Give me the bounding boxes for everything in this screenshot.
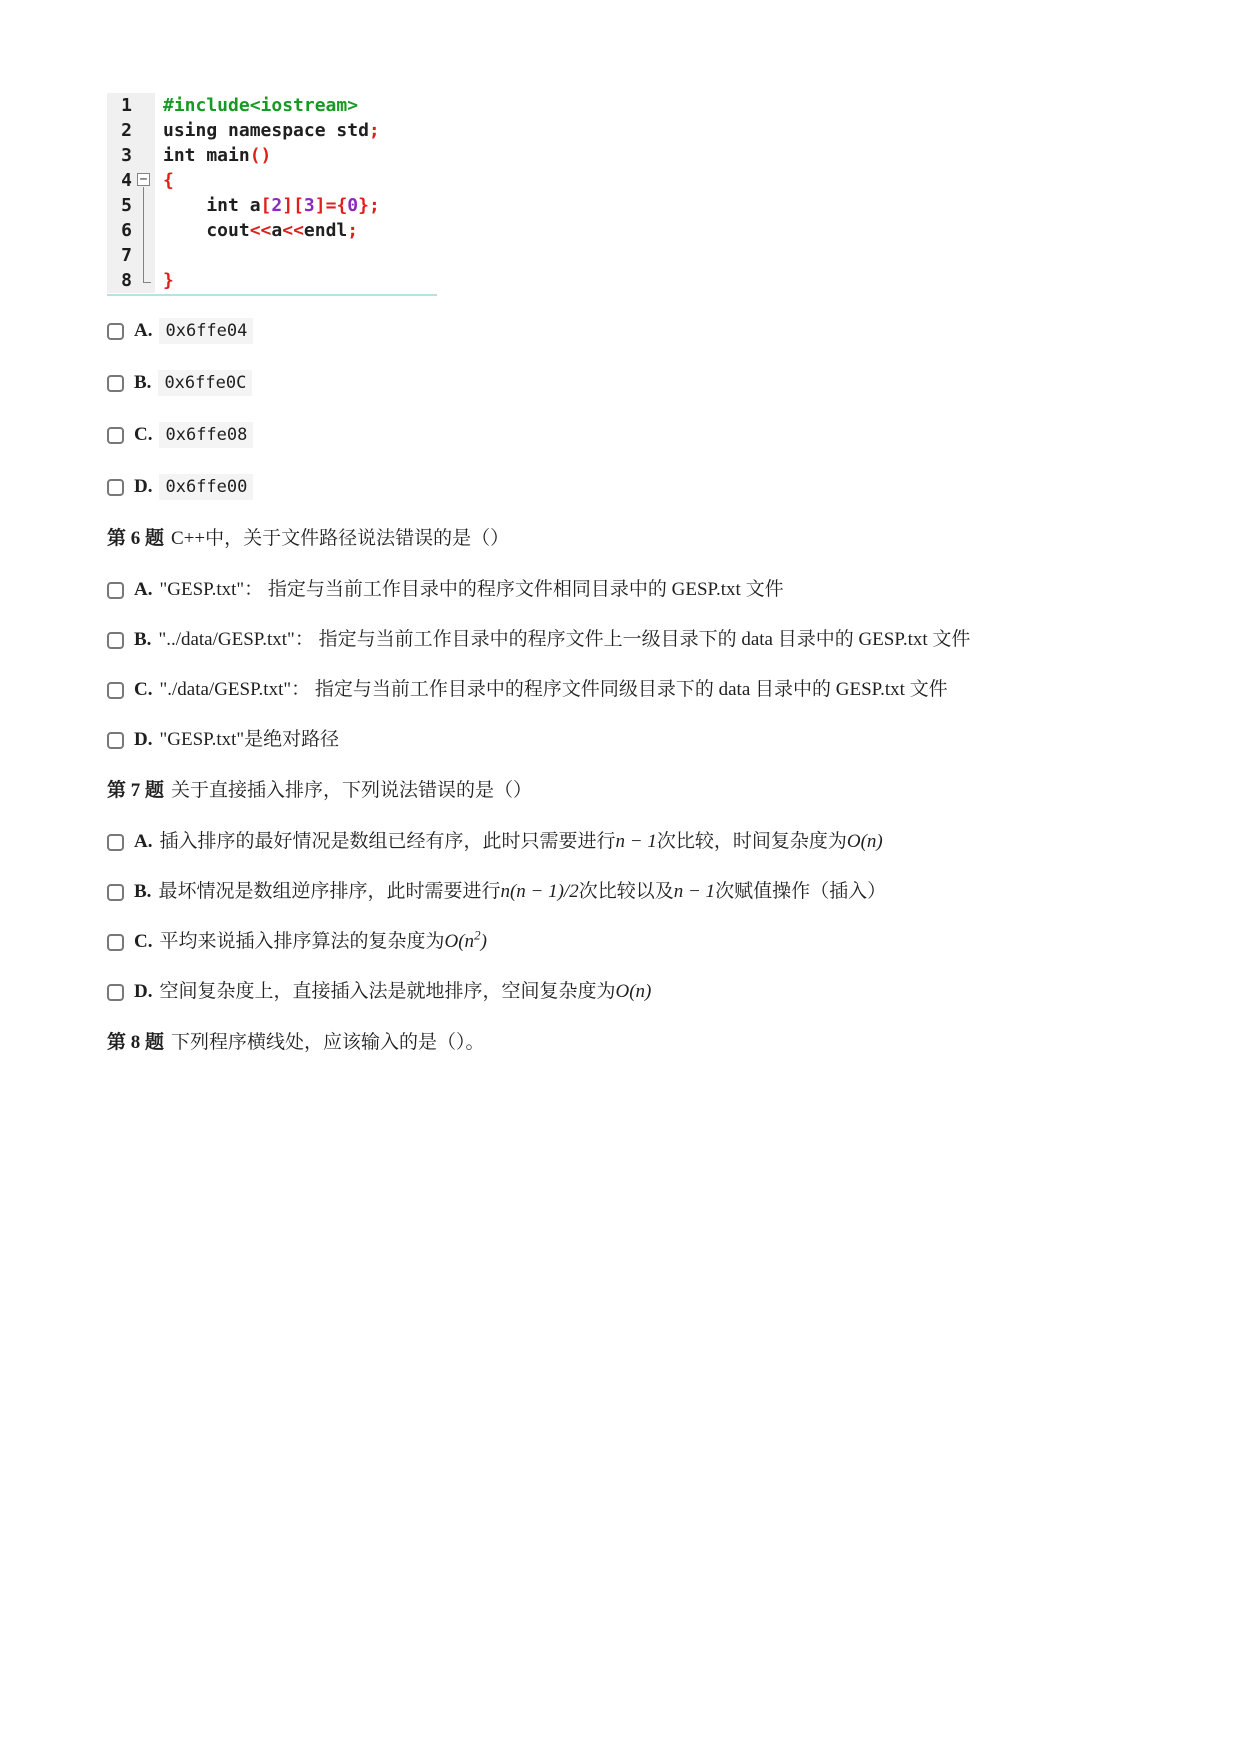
- line-number: 7: [107, 243, 135, 268]
- option-checkbox[interactable]: [107, 323, 124, 340]
- code-line: [107, 268, 437, 293]
- option-row-a: [107, 830, 1201, 854]
- option-letter: A.: [134, 579, 153, 600]
- code-text: [155, 243, 163, 268]
- line-number: 6: [107, 218, 135, 243]
- option-row-d: [107, 728, 1201, 752]
- option-letter: C.: [134, 931, 153, 952]
- option-row-b: [107, 880, 1201, 904]
- code-text: using namespace std;: [155, 118, 380, 143]
- option-checkbox[interactable]: [107, 934, 124, 951]
- code-line: [107, 118, 437, 143]
- code-text: int main(): [155, 143, 271, 168]
- code-line: [107, 193, 437, 218]
- question6-heading: [107, 526, 1201, 552]
- option-text: 空间复杂度上，直接插入法是就地排序，空间复杂度为O(n): [159, 981, 652, 1002]
- option-checkbox[interactable]: [107, 632, 124, 649]
- fold-guide-line: [135, 193, 155, 218]
- question7-number: 第 7 题: [107, 780, 165, 801]
- fold-gutter: [135, 93, 155, 118]
- option-letter: B.: [134, 629, 152, 650]
- question6-options: [107, 578, 1201, 752]
- question8-number: 第 8 题: [107, 1032, 165, 1053]
- option-letter: A.: [134, 831, 153, 852]
- code-text: int a[2][3]={0};: [155, 193, 380, 218]
- option-letter: B.: [134, 881, 152, 902]
- question7-heading: [107, 778, 1201, 804]
- line-number: 1: [107, 93, 135, 118]
- question6-number: 第 6 题: [107, 528, 165, 549]
- option-checkbox[interactable]: [107, 479, 124, 496]
- option-code-value: 0x6ffe08: [159, 422, 253, 448]
- code-line: [107, 218, 437, 243]
- question8-heading: [107, 1030, 1201, 1056]
- option-checkbox[interactable]: [107, 732, 124, 749]
- code-text: }: [155, 268, 174, 293]
- minus-icon: −: [137, 173, 150, 186]
- option-row-b: [107, 370, 1201, 396]
- question7-text: 关于直接插入排序，下列说法错误的是（）: [171, 780, 533, 801]
- option-letter: C.: [134, 679, 153, 700]
- option-letter: D.: [134, 476, 153, 497]
- option-checkbox[interactable]: [107, 884, 124, 901]
- code-editor-snippet: [107, 93, 437, 296]
- question8-text: 下列程序横线处，应该输入的是（）。: [171, 1032, 485, 1053]
- option-checkbox[interactable]: [107, 682, 124, 699]
- code-line: [107, 168, 437, 193]
- fold-guide-line: [135, 218, 155, 243]
- option-letter: A.: [134, 320, 153, 341]
- option-row-c: [107, 422, 1201, 448]
- fold-gutter: [135, 143, 155, 168]
- fold-guide-line: [135, 243, 155, 268]
- code-line: [107, 143, 437, 168]
- fold-gutter: [135, 118, 155, 143]
- option-row-b: [107, 628, 1201, 652]
- line-number: 8: [107, 268, 135, 293]
- question6-text: C++中，关于文件路径说法错误的是（）: [171, 528, 510, 549]
- option-letter: C.: [134, 424, 153, 445]
- line-number: 2: [107, 118, 135, 143]
- option-text: 最坏情况是数组逆序排序，此时需要进行n(n − 1)/2次比较以及n − 1次赋值操作（插入）: [158, 881, 887, 902]
- option-checkbox[interactable]: [107, 582, 124, 599]
- option-code-value: 0x6ffe00: [159, 474, 253, 500]
- option-letter: B.: [134, 372, 152, 393]
- option-code-value: 0x6ffe04: [159, 318, 253, 344]
- option-text: 插入排序的最好情况是数组已经有序，此时只需要进行n − 1次比较，时间复杂度为O(n): [159, 831, 883, 852]
- option-code-value: 0x6ffe0C: [158, 370, 252, 396]
- code-text: #include<iostream>: [155, 93, 358, 118]
- option-row-a: [107, 578, 1201, 602]
- fold-collapse-icon: [135, 168, 155, 193]
- code-text: cout<<a<<endl;: [155, 218, 358, 243]
- code-underline: [107, 294, 437, 296]
- line-number: 3: [107, 143, 135, 168]
- option-row-d: [107, 980, 1201, 1004]
- option-letter: D.: [134, 729, 153, 750]
- option-text: "../data/GESP.txt"： 指定与当前工作目录中的程序文件上一级目录下的 data 目录中的 GESP.txt 文件: [158, 629, 971, 650]
- line-number: 4: [107, 168, 135, 193]
- question7-options: [107, 830, 1201, 1004]
- option-text: "GESP.txt"： 指定与当前工作目录中的程序文件相同目录中的 GESP.txt 文件: [159, 579, 784, 600]
- option-text: "GESP.txt"是绝对路径: [159, 729, 340, 750]
- option-row-a: [107, 318, 1201, 344]
- option-row-c: [107, 927, 1201, 954]
- option-letter: D.: [134, 981, 153, 1002]
- option-text: 平均来说插入排序算法的复杂度为$O(n^2)$: [159, 927, 487, 952]
- code-line: [107, 93, 437, 118]
- code-text: {: [155, 168, 174, 193]
- option-checkbox[interactable]: [107, 834, 124, 851]
- code-lines: [107, 93, 437, 293]
- fold-guide-line: [135, 268, 155, 293]
- option-row-c: [107, 678, 1201, 702]
- option-checkbox[interactable]: [107, 375, 124, 392]
- option-checkbox[interactable]: [107, 984, 124, 1001]
- option-text: "./data/GESP.txt"： 指定与当前工作目录中的程序文件同级目录下的 data 目录中的 GESP.txt 文件: [159, 679, 948, 700]
- code-line: [107, 243, 437, 268]
- option-row-d: [107, 474, 1201, 500]
- option-checkbox[interactable]: [107, 427, 124, 444]
- question5-options: [107, 318, 1201, 500]
- line-number: 5: [107, 193, 135, 218]
